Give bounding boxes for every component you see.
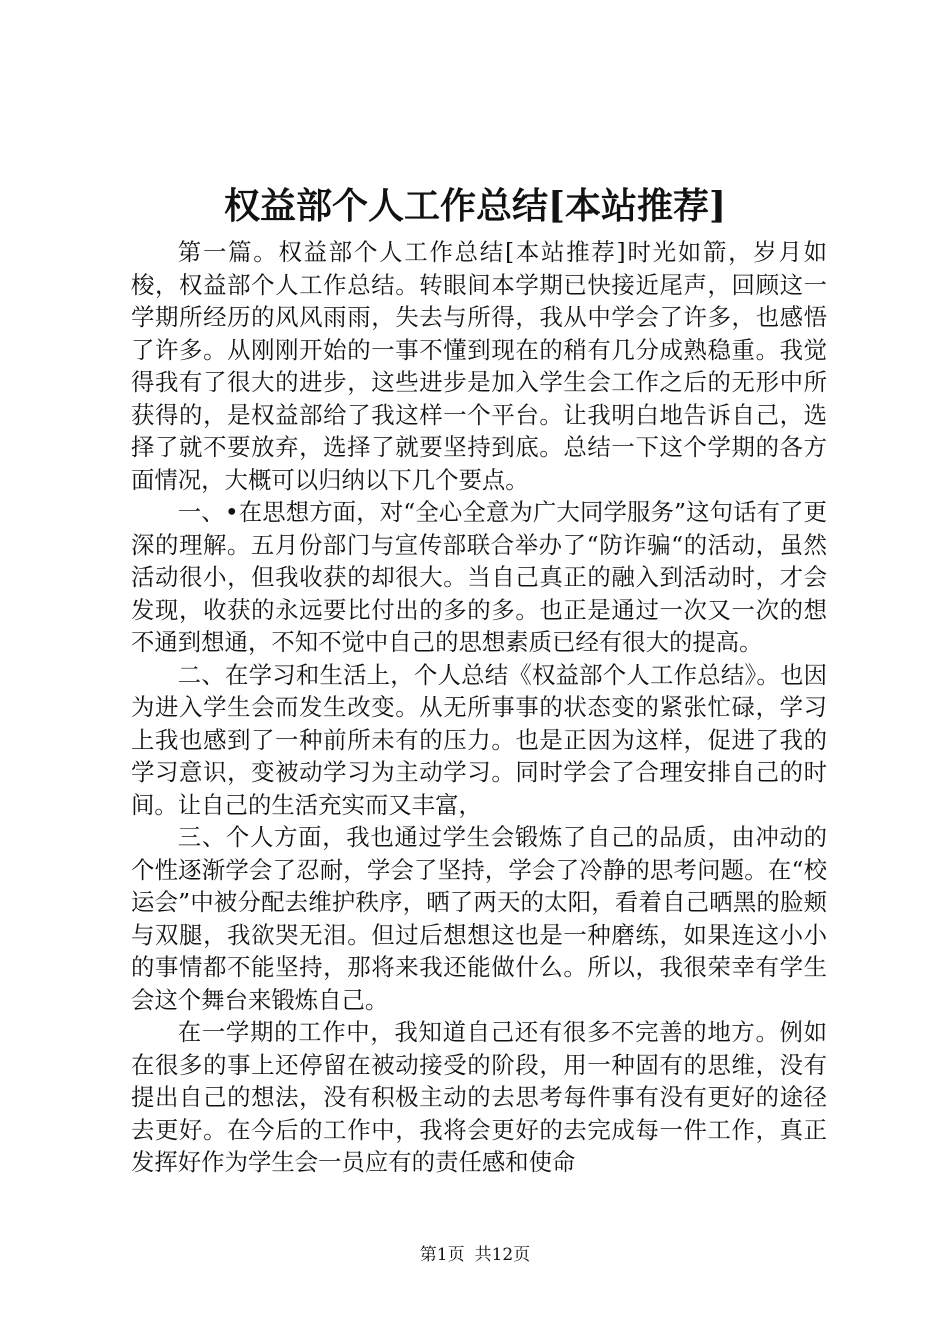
paragraph-3: 二、在学习和生活上，个人总结《权益部个人工作总结》。也因为进入学生会而发生改变。从无所事事的状态变的紧张忙碌，学习上我也感到了一种前所未有的压力。也是正因为这样，促进了我的学习意识，变被动学习为主动学习。同时学会了合理安排自己的时间。让自己的生活充实而又丰富，: [131, 660, 827, 819]
paragraph-5: 在一学期的工作中，我知道自己还有很多不完善的地方。例如在很多的事上还停留在被动接受的阶段，用一种固有的思维，没有提出自己的想法，没有积极主动的去思考每件事有没有更好的途径去更好。在今后的工作中，我将会更好的去完成每一件工作，真正发挥好作为学生会一员应有的责任感和使命: [131, 1018, 827, 1176]
page-total: 共12页: [474, 1245, 531, 1265]
page-number: 第1页: [419, 1245, 465, 1265]
page-footer: [0, 1243, 950, 1267]
paragraph-1: 第一篇。权益部个人工作总结[本站推荐]时光如箭，岁月如梭，权益部个人工作总结。转眼间本学期已快接近尾声，回顾这一学期所经历的风风雨雨，失去与所得，我从中学会了许多，也感悟了许多。从刚刚开始的一事不懂到现在的稍有几分成熟稳重。我觉得我有了很大的进步，这些进步是加入学生会工作之后的无形中所获得的，是权益部给了我这样一个平台。让我明白地告诉自己，选择了就不要放弃，选择了就要坚持到底。总结一下这个学期的各方面情况，大概可以归纳以下几个要点。: [131, 238, 827, 494]
paragraph-2: 一、•在思想方面，对“全心全意为广大同学服务”这句话有了更深的理解。五月份部门与宣传部联合举办了“防诈骗“的活动，虽然活动很小，但我收获的却很大。当自己真正的融入到活动时，才会发现，收获的永远要比付出的多的多。也正是通过一次又一次的想不通到想通，不知不觉中自己的思想素质已经有很大的提高。: [131, 498, 827, 656]
paragraph-4: 三、个人方面，我也通过学生会锻炼了自己的品质，由冲动的个性逐渐学会了忍耐，学会了坚持，学会了冷静的思考问题。在“校运会”中被分配去维护秩序，晒了两天的太阳，看着自己晒黑的脸颊与双腿，我欲哭无泪。但过后想想这也是一种磨练，如果连这小小的事情都不能坚持，那将来我还能做什么。所以，我很荣幸有学生会这个舞台来锻炼自己。: [131, 823, 827, 1014]
document-body: [131, 236, 827, 1179]
document-title: 权益部个人工作总结[本站推荐]: [223, 185, 727, 227]
